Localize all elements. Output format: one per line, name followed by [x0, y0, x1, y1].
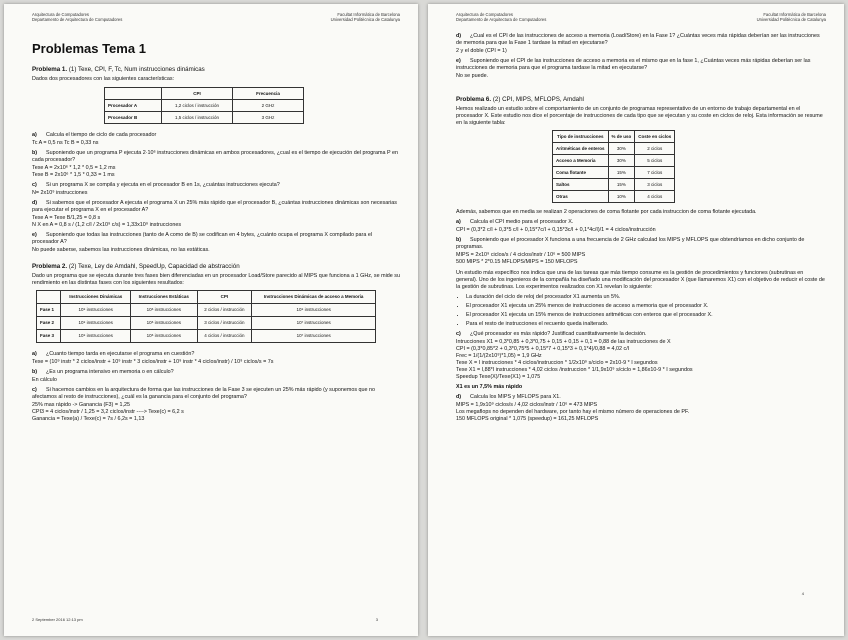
problem-6-title: Problema 6. (2) CPI, MIPS, MFLOPS, Amdahl [456, 96, 584, 103]
list-item: • El procesador X1 ejecuta un 15% menos de instrucciones aritméticas con enteros que el procesador X. [466, 312, 826, 319]
answer-2c-a: 25% mas rápido -> Ganancia (F3) = 1,25 [32, 402, 130, 408]
footer-page-number: 4 [801, 591, 804, 596]
answer-6d-line: 150 MFLOPS original * 1,075 (speedup) = 161,25 MFLOPS [456, 416, 599, 422]
answer-1a: Tc A = 0,5 ns Tc B = 0,33 ns [32, 140, 99, 146]
problem-1-intro: Dados dos procesadores con las siguientes características: [32, 76, 175, 82]
question-2a: a) ¿Cuanto tiempo tarda en ejecutarse el programa en cuestión? [32, 351, 195, 357]
question-1d: d) Si sabemos que el procesador A ejecuta el programa X un 25% más rápido que el procesador B, ¿cuántas instrucciones dinámicas son necesarias para ejecutar el programa X en el procesador A? [32, 200, 397, 213]
footer-date: 2 September 2016 12:13 pm [32, 617, 83, 622]
question-1e: e) Suponiendo que todas las instrucciones (tanto de A como de B) se codifican en 4 bytes, ¿cuánto ocupa el programa X compilado para el procesador A? [32, 232, 373, 245]
instruction-mix-table: Tipo de instrucciones % de uso Coste en ciclos Aritméticas de enteros 30% 2 ciclos Acceso a Memoria 30% 5 ciclos Coma flotante 15% 7 ciclos Saltos 15% 3 ciclos Otras 10% 4 ciclos [552, 130, 675, 203]
answer-1d-b: N X en A = 0,8 s / (1,2 c/I / 2x10⁹ c/s) = 1,33x10⁹ instrucciones [32, 222, 182, 228]
table-row: Procesador A 1,2 ciclos / instrucción 2 GHz [105, 100, 304, 112]
answer-1d-a: Texe A = Texe B/1,25 = 0,8 s [32, 215, 101, 221]
answer-6c-line: Speedup Texe(X)/Texe(X1) = 1,075 [456, 374, 541, 380]
table-row: Fase 2 10⁹ instrucciones 10⁶ instrucciones 3 ciclos / instrucción 10⁷ instrucciones [37, 317, 376, 330]
answer-6c-conclusion: X1 es un 7,5% más rápido [456, 384, 523, 390]
answer-6c-line: Texe X1 = I,88*I instrucciones * 4,02 ciclos /instruccion * 1/1,9x10⁹ s/ciclo = 1,86x10-9 * I segundos [456, 367, 693, 373]
answer-2b: En cálculo [32, 377, 57, 383]
right-page [428, 4, 844, 636]
table-row: Aritméticas de enteros 30% 2 ciclos [553, 143, 675, 155]
table-row: Otras 10% 4 ciclos [553, 191, 675, 203]
question-2c: c) Si hacemos cambios en la arquitectura de forma que las instrucciones de la Fase 3 se ejecuten un 25% más rápido (y suponemos que no afectamos al resto de instrucciones), ¿cuál es la ganancia para el conjunto del programa? [32, 387, 376, 400]
table-row: Procesador B 1,5 ciclos / instrucción 3 GHz [105, 112, 304, 124]
question-6a: a) Calcula el CPI medio para el procesador X. [456, 219, 574, 225]
answer-2e: No se puede. [456, 73, 489, 79]
problem-6-study: Un estudio más específico nos indica que una de las tareas que más tiempo consume es la gestión de procedimientos y funciones (subrutinas en general). Uno de los ingenieros de la compañía ha diseñado una modificación del procesador X (que llamaremos X1) con el objetivo de reducir el coste de la gestión de subrutinas. Los experimentos realizados con X1 revelan lo siguiente: [456, 270, 825, 290]
answer-6c-line: CPI = (0,3*0,85*2 + 0,3*0,75*5 + 0,15*7 + 0,15*3 + 0,1*4)/0,88 = 4,02 c/I [456, 346, 630, 352]
answer-6d-line: MIPS = 1,9x10⁹ ciclos/s / 4,02 ciclos/instr / 10⁶ = 473 MIPS [456, 402, 598, 408]
footer-page-number: 3 [375, 617, 378, 622]
answer-1b-a: Texe A = 2x10⁶ * 1,2 * 0,5 = 1,2 ms [32, 165, 116, 171]
list-item: • Para el resto de instrucciones el recuento queda inalterado. [466, 321, 826, 328]
header-university: Universidad Politècnica de Catalunya [756, 17, 826, 22]
table-row: Fase 1 10⁹ instrucciones 10⁶ instrucciones 2 ciclos / instrucción 10⁹ instrucciones [37, 304, 376, 317]
answer-6d-line: Los megaflops no dependen del hardware, por tanto hay el mismo número de operaciones de PF. [456, 409, 690, 415]
problem-2-intro: Dado un programa que se ejecuta durante tres fases bien diferenciadas en un procesador Load/Store parecido al MIPS que funciona a 1 GHz, se mide su rendimiento en las distintas fases con los siguientes resultados: [32, 273, 400, 286]
answer-6c-line: Intrucciones X1 = 0,3*0,85 + 0,3*0,75 + 0,15 + 0,15 + 0,1 = 0,88 de las instrucciones de X [456, 339, 671, 345]
header-faculty: Facultat Informàtica de Barcelona [337, 12, 400, 17]
answer-6b-b: 500 MIPS * 2*0.15 MFLOPS/MIPS = 150 MFLOPS [456, 259, 578, 265]
table-row: Saltos 15% 3 ciclos [553, 179, 675, 191]
table-row: Fase 3 10⁹ instrucciones 10⁶ instrucciones 4 ciclos / instrucción 10⁷ instrucciones [37, 330, 376, 343]
answer-1c: N= 2x10⁹ instrucciones [32, 190, 88, 196]
question-2e: e) Suponiendo que el CPI de las instrucciones de acceso a memoria es el mismo que en la fase 1, ¿Cuántas veces más rápidas deberían ser las instrucciones de memoria para que el programa tardase la mitad en ejecutarse? [456, 58, 811, 71]
answer-2d: 2 y el doble (CPI = 1) [456, 48, 507, 54]
problem-6-intro: Hemos realizado un estudio sobre el comportamiento de un conjunto de programas representativo de un entorno de trabajo departamental en el procesador X. Este estudio nos dice el porcentaje de instrucciones de cada tipo que se ejecutan y su coste en ciclos de reloj. Esta información se resume en la siguiente tabla: [456, 106, 823, 126]
problem-6-extra: Además, sabemos que en media se realizan 2 operaciones de coma flotante por cada instruccion de coma flotante ejecutada. [456, 209, 757, 215]
phases-table: Instrucciones Dinámicas Instrucciones Estáticas CPI Instrucciones Dinámicas de acceso a Memoria Fase 1 10⁹ instrucciones 10⁶ instrucciones 2 ciclos / instrucción 10⁹ instrucciones Fase 2 10⁹ instrucciones 10⁶ instrucciones 3 ciclos / instrucción 10⁷ instrucciones Fase 3 10⁹ instrucciones 10⁶ instrucciones 4 ciclos / instrucción 10⁷ instrucciones [36, 290, 376, 343]
header-department: Departamento de Arquitectura de Computadores [32, 17, 123, 22]
answer-2a: Texe = (10⁹ instr * 2 ciclos/instr + 10⁹ instr * 3 ciclos/instr + 10⁹ instr * 4 ciclos/instr) / 10⁹ ciclos/s = 7s [32, 359, 274, 365]
page-header [456, 12, 826, 22]
header-course: Arquitectura de Computadores [456, 12, 514, 17]
question-1a: a) Calcula el tiempo de ciclo de cada procesador [32, 132, 157, 138]
answer-6b-a: MIPS = 2x10⁹ ciclos/s / 4 ciclos/instr / 10⁶ = 500 MIPS [456, 252, 586, 258]
answer-1e: No puede saberse, sabemos las instrucciones dinámicas, no las estáticas. [32, 247, 210, 253]
question-1b: b) Suponiendo que un programa P ejecuta 2·10⁶ instrucciones dinámicas en ambos procesadores, ¿cual es el tiempo de ejecución del programa P en cada procesador? [32, 150, 399, 163]
table-row: Coma flotante 15% 7 ciclos [553, 167, 675, 179]
question-6d: d) Calcula los MIPS y MFLOPS para X1. [456, 394, 561, 400]
list-item: • El procesador X1 ejecuta un 25% menos de instrucciones de acceso a memoria que el procesador X. [466, 303, 826, 310]
question-1c: c) Si un programa X se compila y ejecuta en el procesador B en 1s, ¿cuántas instrucciones ejecuta? [32, 182, 280, 188]
question-2b: b) ¿Es un programa intensivo en memoria o en cálculo? [32, 369, 174, 375]
table-row: Acceso a Memoria 30% 5 ciclos [553, 155, 675, 167]
answer-2c-c: Ganancia = Texe(a) / Texe(c) = 7s / 6,2s = 1,13 [32, 416, 145, 422]
left-page [4, 4, 418, 636]
question-6b: b) Suponiendo que el procesador X funciona a una frecuencia de 2 GHz calculad los MIPS y MFLOPS que obtendríamos en dicho conjunto de programas. [456, 237, 805, 250]
header-department: Departamento de Arquitectura de Computadores [456, 17, 547, 22]
problem-2-title: Problema 2. (2) Texe, Ley de Amdahl, SpeedUp, Capacidad de abstracción [32, 263, 240, 270]
problem-1-title: Problema 1. (1) Texe, CPI, F, Tc, Num instrucciones dinámicas [32, 66, 205, 73]
answer-6a: CPI = (0,3*2 c/I + 0,3*5 c/I + 0,15*7c/I + 0,15*3c/I + 0,1*4c/I)/1 = 4 ciclos/instrucción [456, 227, 656, 233]
answer-1b-b: Texe B = 2x10⁶ * 1,5 * 0,33 = 1 ms [32, 172, 115, 178]
list-item: • La duración del ciclo de reloj del procesador X1 aumenta un 5%. [466, 294, 826, 301]
header-university: Universidad Politècnica de Catalunya [330, 17, 400, 22]
page-header [32, 12, 400, 22]
answer-2c-b: CPI3 = 4 ciclos/instr / 1,25 = 3,2 ciclos/instr ----> Texe(c) = 6,2 s [32, 409, 184, 415]
header-faculty: Facultat Informàtica de Barcelona [763, 12, 826, 17]
question-2d: d) ¿Cual es el CPI de las instrucciones de acceso a memoria (Load/Store) en la Fase 1? ¿Cuántas veces más rápidas deberían ser las instrucciones de memoria para que la Fase 1 tardase la mitad en ejecutarse? [456, 33, 820, 46]
findings-list [456, 294, 826, 328]
answer-6c-line: Texe X = I instrucciones * 4 ciclos/instruccion * 1/2x10⁹ s/ciclo = 2x10-9 * I segundos [456, 360, 658, 366]
header-course: Arquitectura de Computadores [32, 12, 90, 17]
processor-table: CPI Frecuencia Procesador A 1,2 ciclos / instrucción 2 GHz Procesador B 1,5 ciclos / instrucción 3 GHz [104, 87, 304, 124]
question-6c: c) ¿Qué procesador es más rápido? Justificad cuantitativamente la decisión. [456, 331, 647, 337]
page-title: Problemas Tema 1 [32, 41, 146, 56]
answer-6c-line: Frec = 1/(1/(2x10⁹)*1,05) = 1,9 GHz [456, 353, 542, 359]
